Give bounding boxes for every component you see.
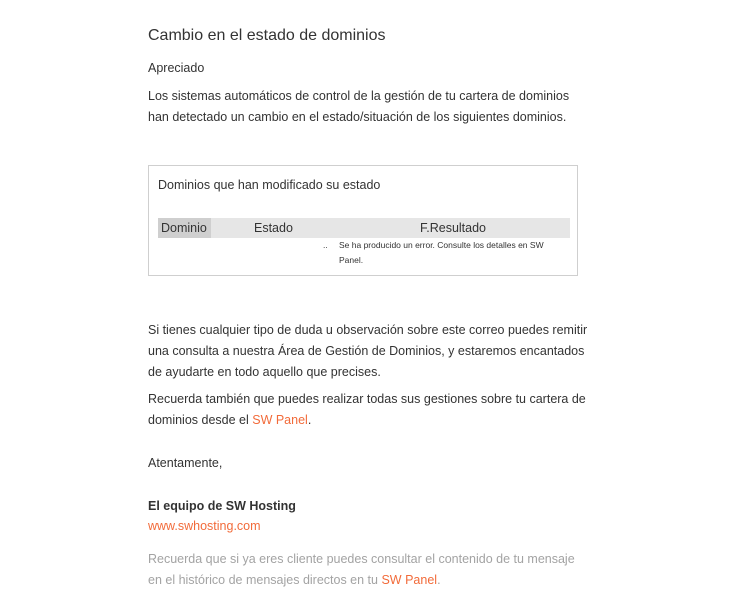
footer-note <box>148 549 588 591</box>
signature: El equipo de SW Hosting <box>148 499 296 513</box>
intro-paragraph: Los sistemas automáticos de control de la gestión de tu cartera de dominios han detectado un cambio en el estado/situación de los siguientes dominios. <box>148 89 570 124</box>
table-header-row <box>158 218 570 238</box>
sw-panel-link[interactable]: SW Panel <box>252 413 308 427</box>
table-caption: Dominios que han modificado su estado <box>158 178 381 192</box>
row-status-cell: .. <box>323 240 328 250</box>
greeting: Apreciado <box>148 61 205 75</box>
doubts-paragraph: Si tienes cualquier tipo de duda u observación sobre este correo puedes remitir una consulta a nuestra Área de Gestión de Dominios, y estaremos encantados de ayudarte en todo aquello que precises. <box>148 323 588 379</box>
header-domain: Dominio <box>158 218 211 238</box>
closing: Atentamente, <box>148 456 223 470</box>
email-title: Cambio en el estado de dominios <box>148 27 386 44</box>
website-link[interactable]: www.swhosting.com <box>148 519 261 533</box>
header-result: F.Resultado <box>420 221 487 235</box>
domains-table-box <box>148 165 578 276</box>
footer-suffix: . <box>437 573 441 587</box>
reminder-suffix: . <box>307 413 312 427</box>
header-status: Estado <box>254 221 293 235</box>
row-result-cell: Se ha producido un error. Consulte los detalles en SW Panel. <box>339 240 544 265</box>
footer-sw-panel-link[interactable]: SW Panel <box>381 573 438 587</box>
reminder-text: Recuerda también que puedes realizar todas sus gestiones sobre tu cartera de dominios desde el <box>148 392 586 427</box>
footer-text: Recuerda que si ya eres cliente puedes consultar el contenido de tu mensaje en el histórico de mensajes directos en tu <box>148 552 575 587</box>
reminder-paragraph <box>148 389 588 431</box>
